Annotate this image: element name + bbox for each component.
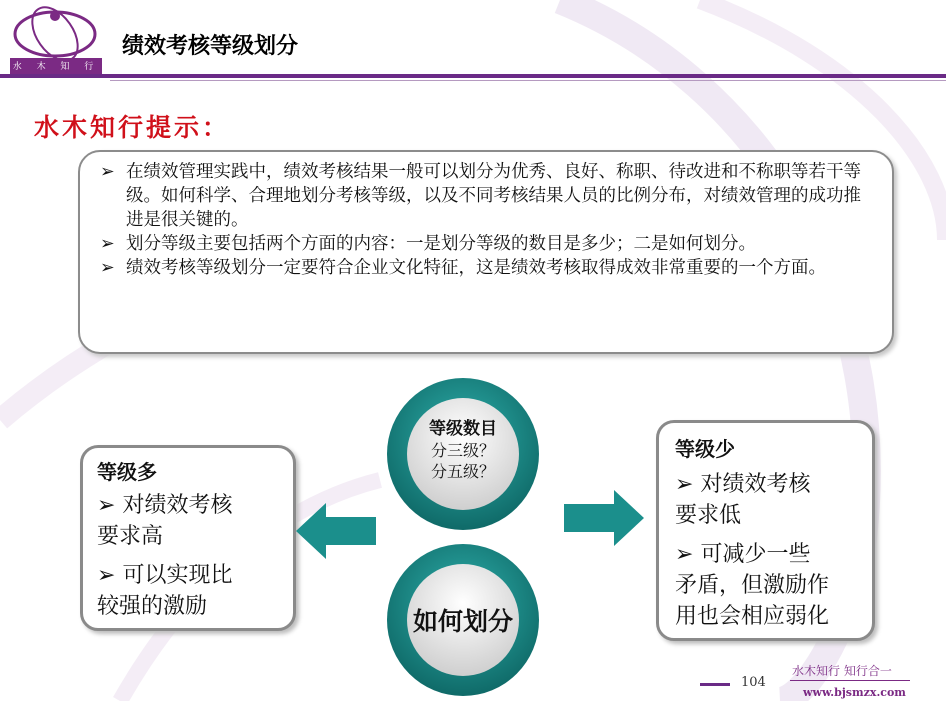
item-line: 对绩效考核 [700, 472, 811, 497]
bullet-text: 绩效考核等级划分一定要符合企业文化特征，这是绩效考核取得成效非常重要的一个方面。 [126, 258, 826, 278]
more-levels-box [80, 445, 296, 631]
intro-bullets [100, 160, 870, 280]
left-arrow-icon [296, 503, 376, 559]
header-rule-thin [110, 80, 946, 81]
more-levels-title: 等级多 [97, 460, 157, 484]
brand-website[interactable]: www.bjsmzx.com [803, 686, 906, 699]
brand-rule [790, 680, 910, 681]
bullet-arrow-icon: ➢ [100, 234, 115, 254]
bullet-text: 划分等级主要包括两个方面的内容：一是划分等级的数目是多少；二是如何划分。 [126, 234, 756, 254]
page-number: 104 [741, 675, 766, 690]
item-line: 可减少一些 [700, 542, 811, 567]
item-line: 用也会相应弱化 [675, 604, 830, 629]
logo-text: 水 木 知 行 [12, 62, 100, 72]
bullet-arrow-icon: ➢ [100, 162, 115, 182]
item-line: 对绩效考核 [122, 493, 233, 518]
fewer-levels-item [675, 469, 865, 531]
fewer-levels-item [675, 539, 870, 632]
brand-slogan: 水木知行 知行合一 [792, 664, 892, 678]
header-rule [0, 74, 946, 78]
more-levels-item [97, 560, 287, 622]
how-to-divide-title: 如何划分 [412, 607, 513, 636]
hint-label: 水木知行提示： [34, 113, 231, 142]
bullet-arrow-icon: ➢ [97, 563, 116, 588]
more-levels-item [97, 490, 287, 552]
page-number-dash [700, 683, 730, 686]
bullet-item [100, 160, 870, 232]
bullet-arrow-icon: ➢ [97, 493, 116, 518]
bullet-item [100, 256, 870, 280]
level-count-line: 分五级？ [430, 462, 495, 481]
item-line: 要求低 [675, 503, 742, 528]
fewer-levels-box [656, 420, 875, 641]
bullet-item [100, 232, 870, 256]
bullet-text: 在绩效管理实践中，绩效考核结果一般可以划分为优秀、良好、称职、待改进和不称职等若干等级。如何科学、合理地划分考核等级，以及不同考核结果人员的比例分布，对绩效管理的成功推进是很关键的。 [126, 162, 861, 230]
item-line: 矛盾，但激励作 [675, 573, 830, 598]
item-line: 要求高 [97, 524, 164, 549]
level-count-content [383, 418, 543, 482]
level-count-title: 等级数目 [429, 419, 497, 439]
item-line: 可以实现比 [122, 563, 233, 588]
bullet-arrow-icon: ➢ [675, 472, 694, 497]
bullet-arrow-icon: ➢ [675, 542, 694, 567]
slide-title: 绩效考核等级划分 [122, 34, 299, 59]
level-count-line: 分三级？ [430, 441, 495, 460]
fewer-levels-title: 等级少 [675, 437, 735, 461]
item-line: 较强的激励 [97, 594, 208, 619]
bullet-arrow-icon: ➢ [100, 258, 115, 278]
right-arrow-icon [564, 490, 644, 546]
